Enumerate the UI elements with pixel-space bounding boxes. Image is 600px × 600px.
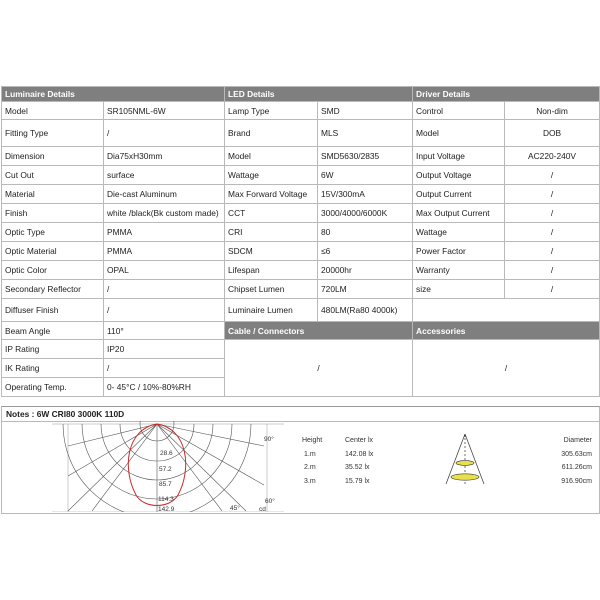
polar-ring-label: 142.9 xyxy=(158,506,175,512)
luminaire-label: Secondary Reflector xyxy=(2,280,104,299)
driver-label: Max Output Current xyxy=(413,204,505,223)
luminaire-value: / xyxy=(104,359,225,378)
driver-label: Output Current xyxy=(413,185,505,204)
driver-header: Driver Details xyxy=(413,87,600,102)
height-cell: 1.m xyxy=(304,451,316,458)
driver-value: / xyxy=(505,261,600,280)
luminaire-label: Material xyxy=(2,185,104,204)
cable-value: / xyxy=(225,340,413,397)
luminaire-value: 0- 45°C / 10%-80%RH xyxy=(104,378,225,397)
led-label: Max Forward Voltage xyxy=(225,185,318,204)
height-cell: 2.m xyxy=(304,464,316,471)
led-value: 80 xyxy=(318,223,413,242)
diameter-cell: 916.90cm xyxy=(561,478,592,485)
driver-value: / xyxy=(505,242,600,261)
luminaire-value: PMMA xyxy=(104,242,225,261)
polar-ring-label: 28.6 xyxy=(160,450,173,457)
driver-label: Input Voltage xyxy=(413,147,505,166)
luminaire-value: SR105NML-6W xyxy=(104,102,225,120)
driver-label: Control xyxy=(413,102,505,120)
center-lx-cell: 35.52 lx xyxy=(345,464,370,471)
center-lx-header: Center lx xyxy=(345,437,374,444)
led-value: 6W xyxy=(318,166,413,185)
luminaire-label: Model xyxy=(2,102,104,120)
led-label: Luminaire Lumen xyxy=(225,299,318,322)
polar-diagram xyxy=(52,421,284,512)
center-lx-cell: 15.79 lx xyxy=(345,478,370,485)
cable-header: Cable / Connectors xyxy=(225,322,413,340)
luminaire-label: Beam Angle xyxy=(2,322,104,340)
luminaire-value: / xyxy=(104,280,225,299)
driver-label: Power Factor xyxy=(413,242,505,261)
luminaire-value: 110° xyxy=(104,322,225,340)
height-cell: 3.m xyxy=(304,478,316,485)
luminaire-label: Operating Temp. xyxy=(2,378,104,397)
driver-empty-cell xyxy=(413,299,600,322)
led-value: ≤6 xyxy=(318,242,413,261)
diameter-cell: 305.63cm xyxy=(561,451,592,458)
luminaire-label: Dimension xyxy=(2,147,104,166)
diameter-cell: 611.26cm xyxy=(561,464,592,471)
polar-ring-label: 57.2 xyxy=(159,466,172,473)
accessories-header: Accessories xyxy=(413,322,600,340)
luminaire-value: OPAL xyxy=(104,261,225,280)
led-label: Chipset Lumen xyxy=(225,280,318,299)
driver-value: / xyxy=(505,185,600,204)
luminaire-label: Cut Out xyxy=(2,166,104,185)
led-header: LED Details xyxy=(225,87,413,102)
center-lx-cell: 142.08 lx xyxy=(345,451,374,458)
led-value: MLS xyxy=(318,120,413,147)
driver-value: AC220-240V xyxy=(505,147,600,166)
luminaire-value: / xyxy=(104,299,225,322)
led-label: Lamp Type xyxy=(225,102,318,120)
accessories-value: / xyxy=(413,340,600,397)
driver-value: / xyxy=(505,223,600,242)
driver-value: / xyxy=(505,204,600,223)
spec-table xyxy=(1,86,600,397)
driver-label: Model xyxy=(413,120,505,147)
driver-label: size xyxy=(413,280,505,299)
luminaire-label: Finish xyxy=(2,204,104,223)
driver-value: / xyxy=(505,280,600,299)
luminaire-value: / xyxy=(104,120,225,147)
luminaire-value: IP20 xyxy=(104,340,225,359)
luminaire-value: white /black(Bk custom made) xyxy=(104,204,225,223)
led-label: CRI xyxy=(225,223,318,242)
led-label: CCT xyxy=(225,204,318,223)
polar-angle-label-45: 45° xyxy=(230,505,240,512)
luminaire-value: surface xyxy=(104,166,225,185)
polar-unit-label: cd xyxy=(259,506,266,512)
led-label: Lifespan xyxy=(225,261,318,280)
luminaire-label: Diffuser Finish xyxy=(2,299,104,322)
luminaire-label: IP Rating xyxy=(2,340,104,359)
led-value: 15V/300mA xyxy=(318,185,413,204)
led-value: 720LM xyxy=(318,280,413,299)
notes-title: Notes : 6W CRI80 3000K 110D xyxy=(6,409,125,419)
led-value: SMD5630/2835 xyxy=(318,147,413,166)
led-label: Model xyxy=(225,147,318,166)
height-header: Height xyxy=(302,437,323,444)
luminaire-label: IK Rating xyxy=(2,359,104,378)
luminaire-header: Luminaire Details xyxy=(2,87,225,102)
beam-cone-diagram xyxy=(438,432,494,488)
driver-value: DOB xyxy=(505,120,600,147)
luminaire-label: Optic Color xyxy=(2,261,104,280)
diameter-header: Diameter xyxy=(563,437,592,444)
led-label: SDCM xyxy=(225,242,318,261)
polar-ring-label: 114.3 xyxy=(158,496,174,503)
polar-ring-label: 85.7 xyxy=(159,481,172,488)
luminaire-label: Fitting Type xyxy=(2,120,104,147)
led-value: 3000/4000/6000K xyxy=(318,204,413,223)
luminaire-label: Optic Material xyxy=(2,242,104,261)
led-value: 480LM(Ra80 4000k) xyxy=(318,299,413,322)
luminaire-value: Dia75xH30mm xyxy=(104,147,225,166)
driver-value: Non-dim xyxy=(505,102,600,120)
driver-label: Output Voltage xyxy=(413,166,505,185)
luminaire-value: PMMA xyxy=(104,223,225,242)
led-label: Brand xyxy=(225,120,318,147)
led-value: SMD xyxy=(318,102,413,120)
driver-label: Wattage xyxy=(413,223,505,242)
polar-angle-label-60: 60° xyxy=(265,498,275,505)
led-label: Wattage xyxy=(225,166,318,185)
polar-angle-label-90: 90° xyxy=(264,436,274,443)
driver-label: Warranty xyxy=(413,261,505,280)
luminaire-label: Optic Type xyxy=(2,223,104,242)
driver-value: / xyxy=(505,166,600,185)
led-value: 20000hr xyxy=(318,261,413,280)
luminaire-value: Die-cast Aluminum xyxy=(104,185,225,204)
